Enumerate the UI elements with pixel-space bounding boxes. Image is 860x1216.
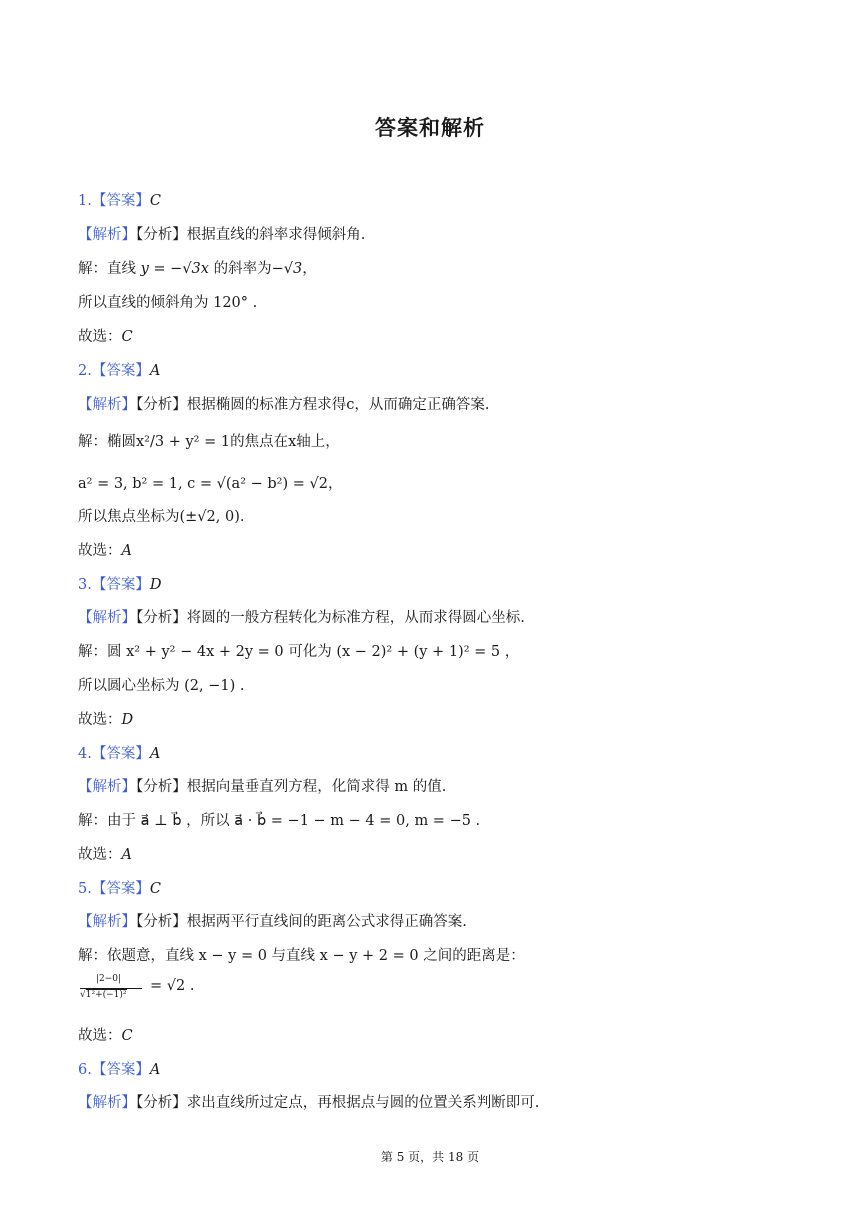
q2-solution-line-1: 解：椭圆x²/3 + y² = 1的焦点在x轴上， (78, 434, 340, 450)
choose-label: 故选： (78, 329, 122, 345)
answer-tag: 【答案】 (91, 193, 150, 209)
fenxi-tag: 【分析】 (136, 1095, 187, 1111)
choose-label: 故选： (78, 1028, 122, 1044)
q5-denominator-radicand: 1²+(−1)² (85, 990, 127, 1000)
q1-solution-line-2: 所以直线的倾斜角为 120° . (78, 295, 258, 311)
jiexi-tag: 【解析】 (78, 397, 136, 413)
q2-solution-line-3: 所以焦点坐标为(±√2, 0). (78, 509, 245, 525)
fenxi-tag: 【分析】 (136, 397, 187, 413)
q3-analysis-line (78, 608, 525, 628)
q3-answer-letter: D (149, 577, 162, 593)
fenxi-tag: 【分析】 (136, 610, 187, 626)
jiexi-tag: 【解析】 (78, 610, 136, 626)
q3-number: 3. (78, 577, 92, 593)
answer-tag: 【答案】 (91, 363, 150, 379)
fenxi-tag: 【分析】 (136, 227, 187, 243)
q3-solution-line-2: 所以圆心坐标为 (2, −1) . (78, 678, 245, 694)
q5-fraction-numerator: |2−0| (96, 974, 122, 984)
q1-answer-line (78, 191, 161, 211)
q6-analysis-text: 求出直线所过定点，再根据点与圆的位置关系判断即可. (186, 1095, 540, 1111)
q1-solution-end: ， (302, 261, 317, 277)
q5-answer-line (78, 879, 161, 899)
q6-number: 6. (78, 1062, 92, 1078)
answer-tag: 【答案】 (91, 577, 150, 593)
choose-label: 故选： (78, 543, 122, 559)
jiexi-tag: 【解析】 (78, 779, 136, 795)
q5-choose-line (78, 1026, 133, 1046)
answer-tag: 【答案】 (91, 746, 150, 762)
fenxi-tag: 【分析】 (136, 779, 187, 795)
q5-choose-answer: C (121, 1028, 133, 1044)
q4-solution-line-1: 解：由于 a⃗ ⊥ b⃗ ，所以 a⃗ · b⃗ = −1 − m − 4 = 0, m = −5 . (78, 813, 481, 829)
q2-answer-line (78, 361, 160, 381)
page-footer: 第 5 页，共 18 页 (380, 1150, 480, 1164)
choose-label: 故选： (78, 847, 122, 863)
q6-answer-letter: A (149, 1062, 161, 1078)
q1-line-equation: y = −√3x (140, 261, 209, 277)
q1-solution-line-1 (78, 259, 317, 279)
q2-analysis-text: 根据椭圆的标准方程求得c，从而确定正确答案. (186, 397, 490, 413)
page-title: 答案和解析 (375, 116, 485, 140)
choose-label: 故选： (78, 712, 122, 728)
q4-analysis-text: 根据向量垂直列方程，化简求得 m 的值. (186, 779, 447, 795)
q1-solution-mid: 的斜率为 (213, 261, 272, 277)
q1-slope-value: −√3 (271, 261, 303, 277)
answer-tag: 【答案】 (91, 1062, 150, 1078)
q1-analysis-line (78, 225, 365, 245)
q5-number: 5. (78, 881, 92, 897)
q1-analysis-text: 根据直线的斜率求得倾斜角. (186, 227, 366, 243)
fenxi-tag: 【分析】 (136, 914, 187, 930)
q2-choose-answer: A (121, 543, 132, 559)
q2-choose-line (78, 541, 132, 561)
q1-answer-letter: C (149, 193, 161, 209)
q1-solution-prefix: 解：直线 (78, 261, 136, 277)
q4-number: 4. (78, 746, 92, 762)
q4-answer-line (78, 744, 160, 764)
q1-choose-answer: C (121, 329, 133, 345)
q2-number: 2. (78, 363, 92, 379)
q3-answer-line (78, 575, 161, 595)
q4-choose-answer: A (121, 847, 132, 863)
q2-solution-line-2: a² = 3, b² = 1, c = √(a² − b²) = √2， (78, 476, 343, 492)
jiexi-tag: 【解析】 (78, 227, 136, 243)
q4-answer-letter: A (149, 746, 161, 762)
q2-analysis-line (78, 395, 489, 415)
q5-distance-result: = √2 . (150, 978, 195, 994)
q4-analysis-line (78, 777, 446, 797)
q3-solution-line-1: 解：圆 x² + y² − 4x + 2y = 0 可化为 (x − 2)² + (y + 1)² = 5 ， (78, 644, 520, 660)
q5-analysis-line (78, 912, 467, 932)
q5-solution-line-1: 解：依题意，直线 x − y = 0 与直线 x − y + 2 = 0 之间的距离是： (78, 948, 525, 964)
q2-answer-letter: A (149, 363, 161, 379)
q5-answer-letter: C (149, 881, 161, 897)
jiexi-tag: 【解析】 (78, 1095, 136, 1111)
q1-number: 1. (78, 193, 92, 209)
q3-analysis-text: 将圆的一般方程转化为标准方程，从而求得圆心坐标. (186, 610, 525, 626)
q1-choose-line (78, 327, 133, 347)
q5-analysis-text: 根据两平行直线间的距离公式求得正确答案. (186, 914, 467, 930)
q6-analysis-line (78, 1093, 539, 1113)
q3-choose-answer: D (121, 712, 134, 728)
q5-fraction-denominator: √1²+(−1)² (80, 990, 127, 1000)
q6-answer-line (78, 1060, 160, 1080)
q3-choose-line (78, 710, 133, 730)
q4-choose-line (78, 845, 132, 865)
answer-tag: 【答案】 (91, 881, 150, 897)
jiexi-tag: 【解析】 (78, 914, 136, 930)
